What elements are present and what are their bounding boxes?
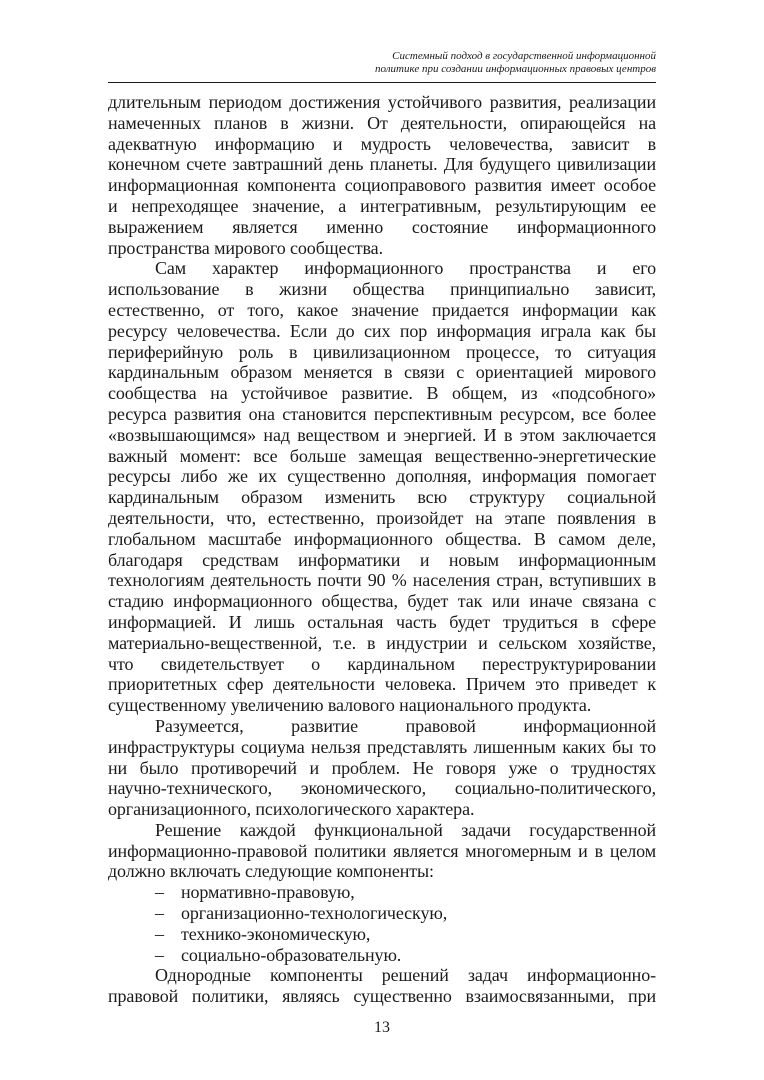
text-line: материально-вещественной, т.е. в индустрии и сельском хозяйстве, xyxy=(108,632,656,653)
list-dash: – xyxy=(155,923,164,944)
text-line: длительным периодом достижения устойчивого развития, реализации xyxy=(108,92,656,112)
text-line: выражением является именно состояние информационного xyxy=(108,216,656,237)
text-line: должно включать следующие компоненты: xyxy=(108,861,434,882)
list-item xyxy=(108,924,656,945)
text-line: кардинальным образом изменить всю структуру социальной xyxy=(108,487,656,508)
text-line: Разумеется, развитие правовой информационной xyxy=(155,715,656,736)
component-list xyxy=(108,882,656,965)
text-line: информацией. И лишь остальная часть будет трудиться в сфере xyxy=(108,611,656,632)
header-rule xyxy=(108,82,656,83)
list-item xyxy=(108,882,656,903)
text-line: правовой политики, являясь существенно взаимосвязанными, при xyxy=(108,986,656,1007)
text-line: Однородные компоненты решений задач информационно- xyxy=(155,965,656,986)
text-line: использование в жизни общества принципиально зависит, xyxy=(108,279,656,300)
running-header-line-2: политике при создании информационных правовых центров xyxy=(374,63,656,75)
paragraph-1 xyxy=(108,92,656,258)
list-item-text: нормативно-правовую, xyxy=(181,882,355,903)
text-line: научно-технического, экономического, социально-политического, xyxy=(108,778,656,799)
list-item-text: социально-образовательную. xyxy=(181,944,402,965)
text-line: приоритетных сфер деятельности человека. Причем это приведет к xyxy=(108,674,656,695)
page-body xyxy=(108,92,656,1007)
text-line: Решение каждой функциональной задачи государственной xyxy=(155,819,656,840)
paragraph-5 xyxy=(108,965,656,1007)
text-line: периферийную роль в цивилизационном процессе, то ситуация xyxy=(108,341,656,362)
text-line: важный момент: все больше замещая вещественно-энергетические xyxy=(108,445,656,466)
text-line: сообщества на устойчивое развитие. В общем, из «подсобного» xyxy=(108,383,656,404)
text-line: ресурса развития она становится перспективным ресурсом, все более xyxy=(108,403,656,424)
paragraph-4 xyxy=(108,820,656,882)
text-line: деятельности, что, естественно, произойдет на этапе появления в xyxy=(108,507,656,528)
text-line: ресурсы либо же их существенно дополняя, информация помогает xyxy=(108,466,656,487)
list-item xyxy=(108,945,656,966)
text-line: ресурсу человечества. Если до сих пор информация играла как бы xyxy=(108,320,656,341)
text-line: «возвышающимся» над веществом и энергией. И в этом заключается xyxy=(108,424,656,445)
text-line: существенному увеличению валового национального продукта. xyxy=(108,695,592,716)
list-item-text: технико-экономическую, xyxy=(181,923,371,944)
list-dash: – xyxy=(155,903,164,924)
text-line: что свидетельствует о кардинальном переструктурировании xyxy=(108,653,656,674)
text-line: пространства мирового сообщества. xyxy=(108,237,383,258)
text-line: благодаря средствам информатики и новым информационным xyxy=(108,549,656,570)
text-line: информационно-правовой политики является многомерным и в целом xyxy=(108,840,656,861)
text-line: адекватную информацию и мудрость человечества, зависит в xyxy=(108,133,656,154)
text-line: естественно, от того, какое значение придается информации как xyxy=(108,299,656,320)
text-line: и непреходящее значение, а интегративным, результирующим ее xyxy=(108,195,656,216)
paragraph-3 xyxy=(108,716,656,820)
text-line: стадию информационного общества, будет так или иначе связана с xyxy=(108,591,656,612)
list-item-text: организационно-технологическую, xyxy=(181,903,448,924)
paragraph-2 xyxy=(108,258,656,716)
text-line: намеченных планов в жизни. От деятельности, опирающейся на xyxy=(108,112,656,133)
text-line: ни было противоречий и проблем. Не говоря уже о трудностях xyxy=(108,757,656,778)
list-dash: – xyxy=(155,944,164,965)
text-line: конечном счете завтрашний день планеты. Для будущего цивилизации xyxy=(108,154,656,175)
text-line: информационная компонента социоправового развития имеет особое xyxy=(108,175,656,196)
running-header-line-1: Системный подход в государственной информационной xyxy=(392,50,656,62)
page-number: 13 xyxy=(374,1019,390,1036)
list-item xyxy=(108,903,656,924)
text-line: технологиям деятельность почти 90 % населения стран, вступивших в xyxy=(108,570,656,591)
list-dash: – xyxy=(155,882,164,903)
text-line: кардинальным образом меняется в связи с ориентацией мирового xyxy=(108,362,656,383)
text-line: глобальном масштабе информационного общества. В самом деле, xyxy=(108,528,656,549)
running-header xyxy=(196,50,656,76)
text-line: инфраструктуры социума нельзя представлять лишенным каких бы то xyxy=(108,736,656,757)
text-line: организационного, психологического характера. xyxy=(108,799,475,820)
text-line: Сам характер информационного пространства и его xyxy=(155,258,656,279)
